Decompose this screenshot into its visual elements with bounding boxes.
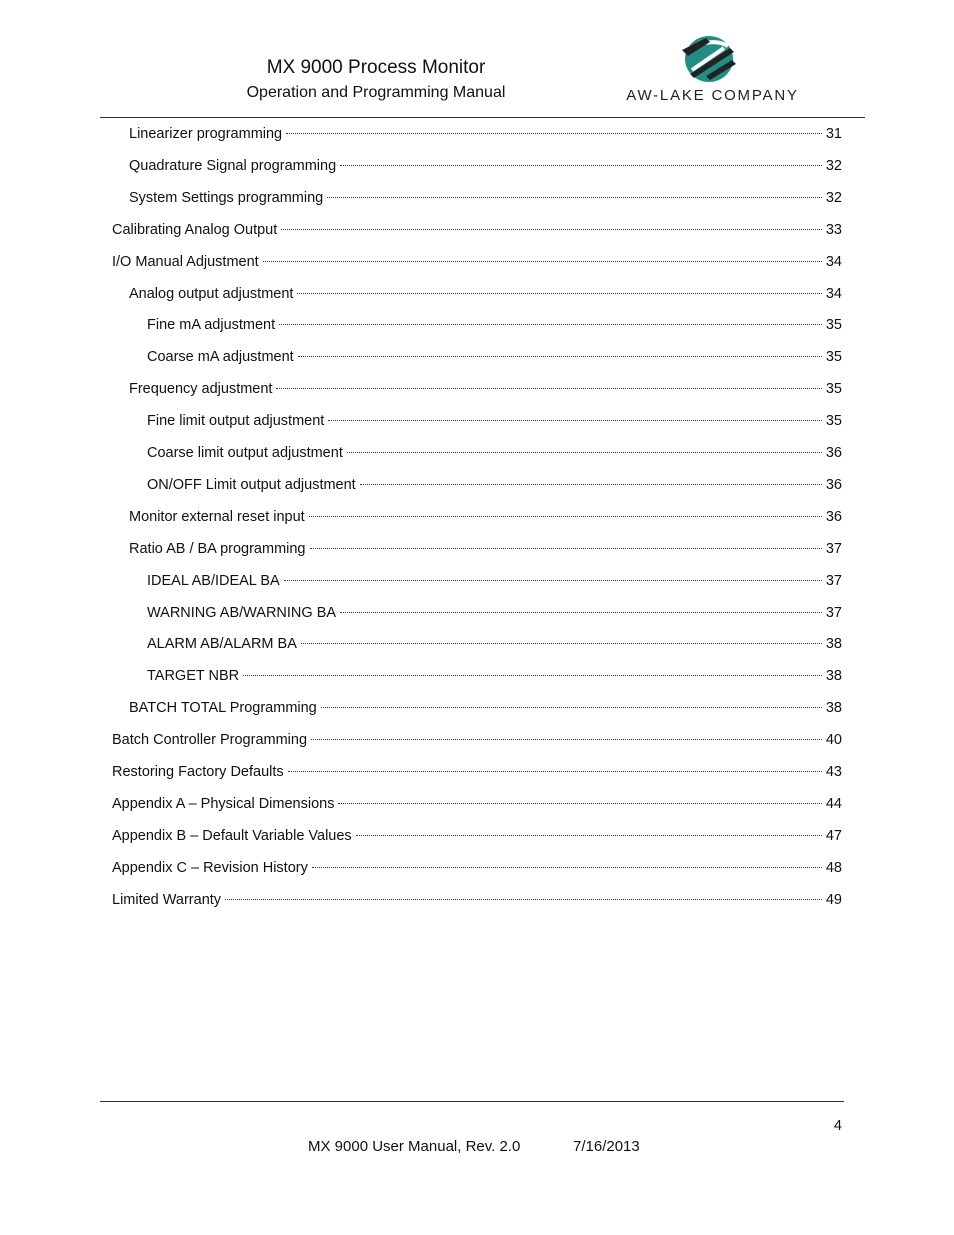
footer-divider — [100, 1101, 844, 1102]
toc-entry[interactable] — [147, 317, 842, 339]
toc-entry-page: 49 — [825, 891, 842, 908]
page-number: 4 — [833, 1118, 842, 1134]
toc-entry-label: Appendix B – Default Variable Values — [112, 827, 352, 844]
toc-dot-leader — [347, 452, 822, 453]
toc-dot-leader — [225, 899, 822, 900]
toc-entry-label: System Settings programming — [129, 189, 324, 206]
toc-dot-leader — [243, 675, 822, 676]
toc-entry-page: 32 — [825, 157, 842, 174]
toc-entry-page: 40 — [825, 732, 842, 749]
toc-entry-label: Linearizer programming — [129, 126, 283, 142]
toc-entry[interactable] — [112, 892, 842, 914]
toc-dot-leader — [284, 580, 822, 581]
toc-entry-label: Analog output adjustment — [129, 285, 294, 302]
toc-entry[interactable] — [129, 126, 842, 148]
toc-entry-label: Monitor external reset input — [129, 508, 305, 525]
toc-dot-leader — [288, 771, 822, 772]
toc-entry[interactable] — [112, 732, 842, 754]
toc-entry-label: Fine mA adjustment — [147, 317, 276, 334]
toc-entry-page: 32 — [825, 189, 842, 206]
toc-entry-page: 37 — [825, 540, 842, 557]
toc-dot-leader — [279, 324, 822, 325]
toc-entry[interactable] — [147, 605, 842, 627]
toc-entry[interactable] — [129, 381, 842, 403]
toc-entry[interactable] — [147, 413, 842, 435]
toc-entry-page: 35 — [825, 381, 842, 398]
company-logo — [605, 32, 820, 110]
toc-dot-leader — [340, 165, 822, 166]
toc-entry-page: 37 — [825, 572, 842, 589]
toc-entry-label: TARGET NBR — [147, 668, 240, 685]
toc-entry-label: Coarse mA adjustment — [147, 349, 294, 366]
toc-dot-leader — [338, 803, 821, 804]
toc-entry-label: BATCH TOTAL Programming — [129, 700, 317, 717]
toc-entry-page: 43 — [825, 764, 842, 780]
toc-entry-label: Limited Warranty — [112, 891, 222, 908]
toc-entry-label: ON/OFF Limit output adjustment — [147, 476, 356, 493]
toc-dot-leader — [309, 516, 822, 517]
toc-entry-page: 34 — [825, 285, 842, 302]
toc-dot-leader — [263, 261, 822, 262]
toc-entry-label: IDEAL AB/IDEAL BA — [147, 572, 280, 589]
toc-dot-leader — [276, 388, 821, 389]
toc-entry[interactable] — [112, 222, 842, 244]
toc-dot-leader — [301, 643, 822, 644]
toc-dot-leader — [286, 133, 822, 134]
toc-entry-page: 34 — [825, 253, 842, 270]
toc-entry-page: 31 — [825, 126, 842, 142]
toc-dot-leader — [297, 293, 821, 294]
toc-entry-page: 38 — [825, 668, 842, 685]
toc-entry-label: Restoring Factory Defaults — [112, 764, 284, 780]
toc-entry-page: 48 — [825, 859, 842, 876]
toc-entry[interactable] — [129, 286, 842, 308]
header-title: MX 9000 Process Monitor — [266, 57, 486, 78]
toc-entry[interactable] — [147, 573, 842, 595]
toc-entry-label: Ratio AB / BA programming — [129, 540, 306, 557]
header-divider — [100, 117, 865, 118]
toc-entry-page: 35 — [825, 413, 842, 430]
toc-entry[interactable] — [129, 158, 842, 180]
toc-dot-leader — [340, 612, 822, 613]
toc-entry-label: WARNING AB/WARNING BA — [147, 604, 337, 621]
toc-dot-leader — [327, 197, 822, 198]
toc-entry[interactable] — [129, 541, 842, 563]
toc-entry-label: Quadrature Signal programming — [129, 157, 337, 174]
toc-entry-page: 38 — [825, 636, 842, 653]
toc-entry-label: Frequency adjustment — [129, 381, 273, 398]
toc-entry-label: ALARM AB/ALARM BA — [147, 636, 297, 653]
footer-date: 7/16/2013 — [573, 1138, 640, 1155]
toc-entry-label: Appendix A – Physical Dimensions — [112, 795, 335, 812]
toc-entry[interactable] — [147, 477, 842, 499]
logo-wordmark: AW-LAKE COMPANY — [626, 87, 799, 104]
toc-entry[interactable] — [112, 796, 842, 818]
aw-lake-logo-icon — [680, 34, 738, 84]
toc-dot-leader — [356, 835, 822, 836]
toc-dot-leader — [360, 484, 822, 485]
toc-entry[interactable] — [147, 636, 842, 658]
toc-entry-page: 36 — [825, 445, 842, 461]
toc-entry-page: 35 — [825, 317, 842, 334]
toc-dot-leader — [310, 548, 822, 549]
toc-entry-label: Coarse limit output adjustment — [147, 445, 343, 461]
toc-entry-label: Fine limit output adjustment — [147, 413, 325, 430]
toc-dot-leader — [311, 739, 822, 740]
toc-entry-page: 37 — [825, 604, 842, 621]
toc-dot-leader — [312, 867, 822, 868]
toc-entry-label: Batch Controller Programming — [112, 732, 308, 749]
toc-entry[interactable] — [147, 668, 842, 690]
toc-entry[interactable] — [112, 764, 842, 786]
toc-entry[interactable] — [129, 700, 842, 722]
toc-entry-page: 44 — [825, 795, 842, 812]
header-subtitle: Operation and Programming Manual — [246, 84, 506, 101]
toc-entry-page: 47 — [825, 827, 842, 844]
toc-dot-leader — [328, 420, 822, 421]
toc-entry-page: 35 — [825, 349, 842, 366]
toc-entry[interactable] — [112, 860, 842, 882]
toc-entry[interactable] — [112, 828, 842, 850]
toc-entry[interactable] — [129, 509, 842, 531]
toc-dot-leader — [281, 229, 822, 230]
toc-entry-page: 33 — [825, 221, 842, 238]
toc-entry-page: 38 — [825, 700, 842, 717]
toc-entry[interactable] — [147, 349, 842, 371]
toc-dot-leader — [321, 707, 822, 708]
toc-entry[interactable] — [129, 190, 842, 212]
toc-entry-page: 36 — [825, 476, 842, 493]
toc-entry[interactable] — [112, 254, 842, 276]
toc-entry-page: 36 — [825, 508, 842, 525]
footer-manual-title: MX 9000 User Manual, Rev. 2.0 — [308, 1138, 521, 1155]
toc-entry-label: I/O Manual Adjustment — [112, 253, 259, 270]
toc-entry[interactable] — [147, 445, 842, 467]
toc-dot-leader — [298, 356, 822, 357]
toc-entry-label: Appendix C – Revision History — [112, 859, 308, 876]
toc-entry-label: Calibrating Analog Output — [112, 221, 278, 238]
